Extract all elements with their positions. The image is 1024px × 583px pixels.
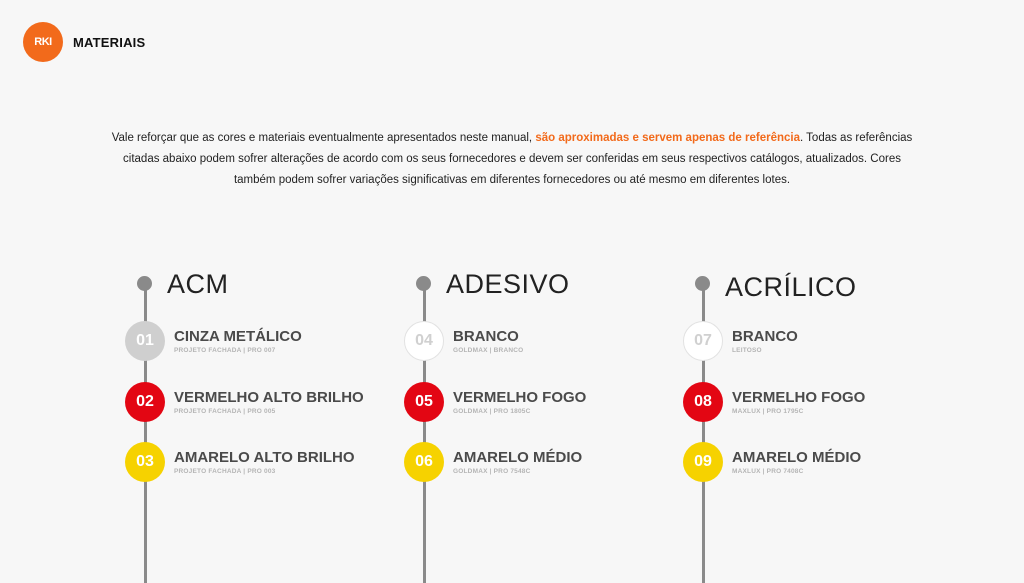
column-title: ACM bbox=[167, 269, 229, 299]
timeline-dot bbox=[137, 276, 152, 291]
intro-highlight: são aproximadas e servem apenas de referência bbox=[535, 132, 800, 144]
number-badge: 08 bbox=[683, 382, 723, 422]
number-badge: 04 bbox=[404, 321, 444, 361]
column-title: ACRÍLICO bbox=[725, 272, 857, 302]
column-title: ADESIVO bbox=[446, 269, 570, 299]
material-item bbox=[123, 382, 393, 424]
column-acm bbox=[123, 266, 393, 576]
material-name: BRANCO bbox=[732, 328, 798, 345]
number-badge: 09 bbox=[683, 442, 723, 482]
number-badge: 07 bbox=[683, 321, 723, 361]
material-reference: GOLDMAX | PRO 1805C bbox=[453, 408, 531, 415]
intro-text-start: Vale reforçar que as cores e materiais eventualmente apresentados neste manual, bbox=[111, 132, 533, 144]
material-reference: MAXLUX | PRO 1795C bbox=[732, 408, 804, 415]
page-title: MATERIAIS bbox=[73, 34, 146, 50]
number-badge: 01 bbox=[125, 321, 165, 361]
material-item bbox=[402, 382, 672, 424]
number-badge: 05 bbox=[404, 382, 444, 422]
number-badge: 03 bbox=[125, 442, 165, 482]
number-badge: 02 bbox=[125, 382, 165, 422]
material-item bbox=[402, 442, 672, 484]
material-item bbox=[123, 321, 393, 363]
material-name: AMARELO MÉDIO bbox=[732, 449, 862, 466]
material-name: AMARELO ALTO BRILHO bbox=[174, 449, 355, 466]
material-name: VERMELHO FOGO bbox=[732, 389, 866, 406]
column-acrilico bbox=[681, 266, 951, 576]
material-reference: PROJETO FACHADA | PRO 005 bbox=[174, 408, 276, 415]
timeline-dot bbox=[695, 276, 710, 291]
material-name: CINZA METÁLICO bbox=[174, 328, 302, 345]
material-name: VERMELHO ALTO BRILHO bbox=[174, 389, 364, 406]
number-badge: 06 bbox=[404, 442, 444, 482]
intro-paragraph bbox=[110, 128, 914, 191]
material-reference: MAXLUX | PRO 7408C bbox=[732, 468, 804, 475]
material-item bbox=[681, 442, 951, 484]
material-reference: GOLDMAX | BRANCO bbox=[453, 347, 524, 354]
header bbox=[23, 22, 145, 62]
intro-text-end: . Todas as referências citadas abaixo podem sofrer alterações de acordo com os seus fornecedores e devem ser conferidas em seus respectivos catálogos, atualizados. Cores também podem sofrer variações significativas em diferentes fornecedores ou até mesmo em diferentes lotes. bbox=[123, 132, 913, 186]
column-adesivo bbox=[402, 266, 672, 576]
timeline-dot bbox=[416, 276, 431, 291]
material-reference: PROJETO FACHADA | PRO 007 bbox=[174, 347, 276, 354]
material-name: AMARELO MÉDIO bbox=[453, 449, 583, 466]
material-item bbox=[681, 321, 951, 363]
material-reference: PROJETO FACHADA | PRO 003 bbox=[174, 468, 276, 475]
logo-text: RKI bbox=[34, 35, 52, 48]
material-reference: GOLDMAX | PRO 7548C bbox=[453, 468, 531, 475]
material-name: VERMELHO FOGO bbox=[453, 389, 587, 406]
material-item bbox=[402, 321, 672, 363]
brand-logo bbox=[23, 22, 63, 62]
material-item bbox=[681, 382, 951, 424]
material-item bbox=[123, 442, 393, 484]
material-reference: LEITOSO bbox=[732, 347, 762, 354]
material-name: BRANCO bbox=[453, 328, 519, 345]
